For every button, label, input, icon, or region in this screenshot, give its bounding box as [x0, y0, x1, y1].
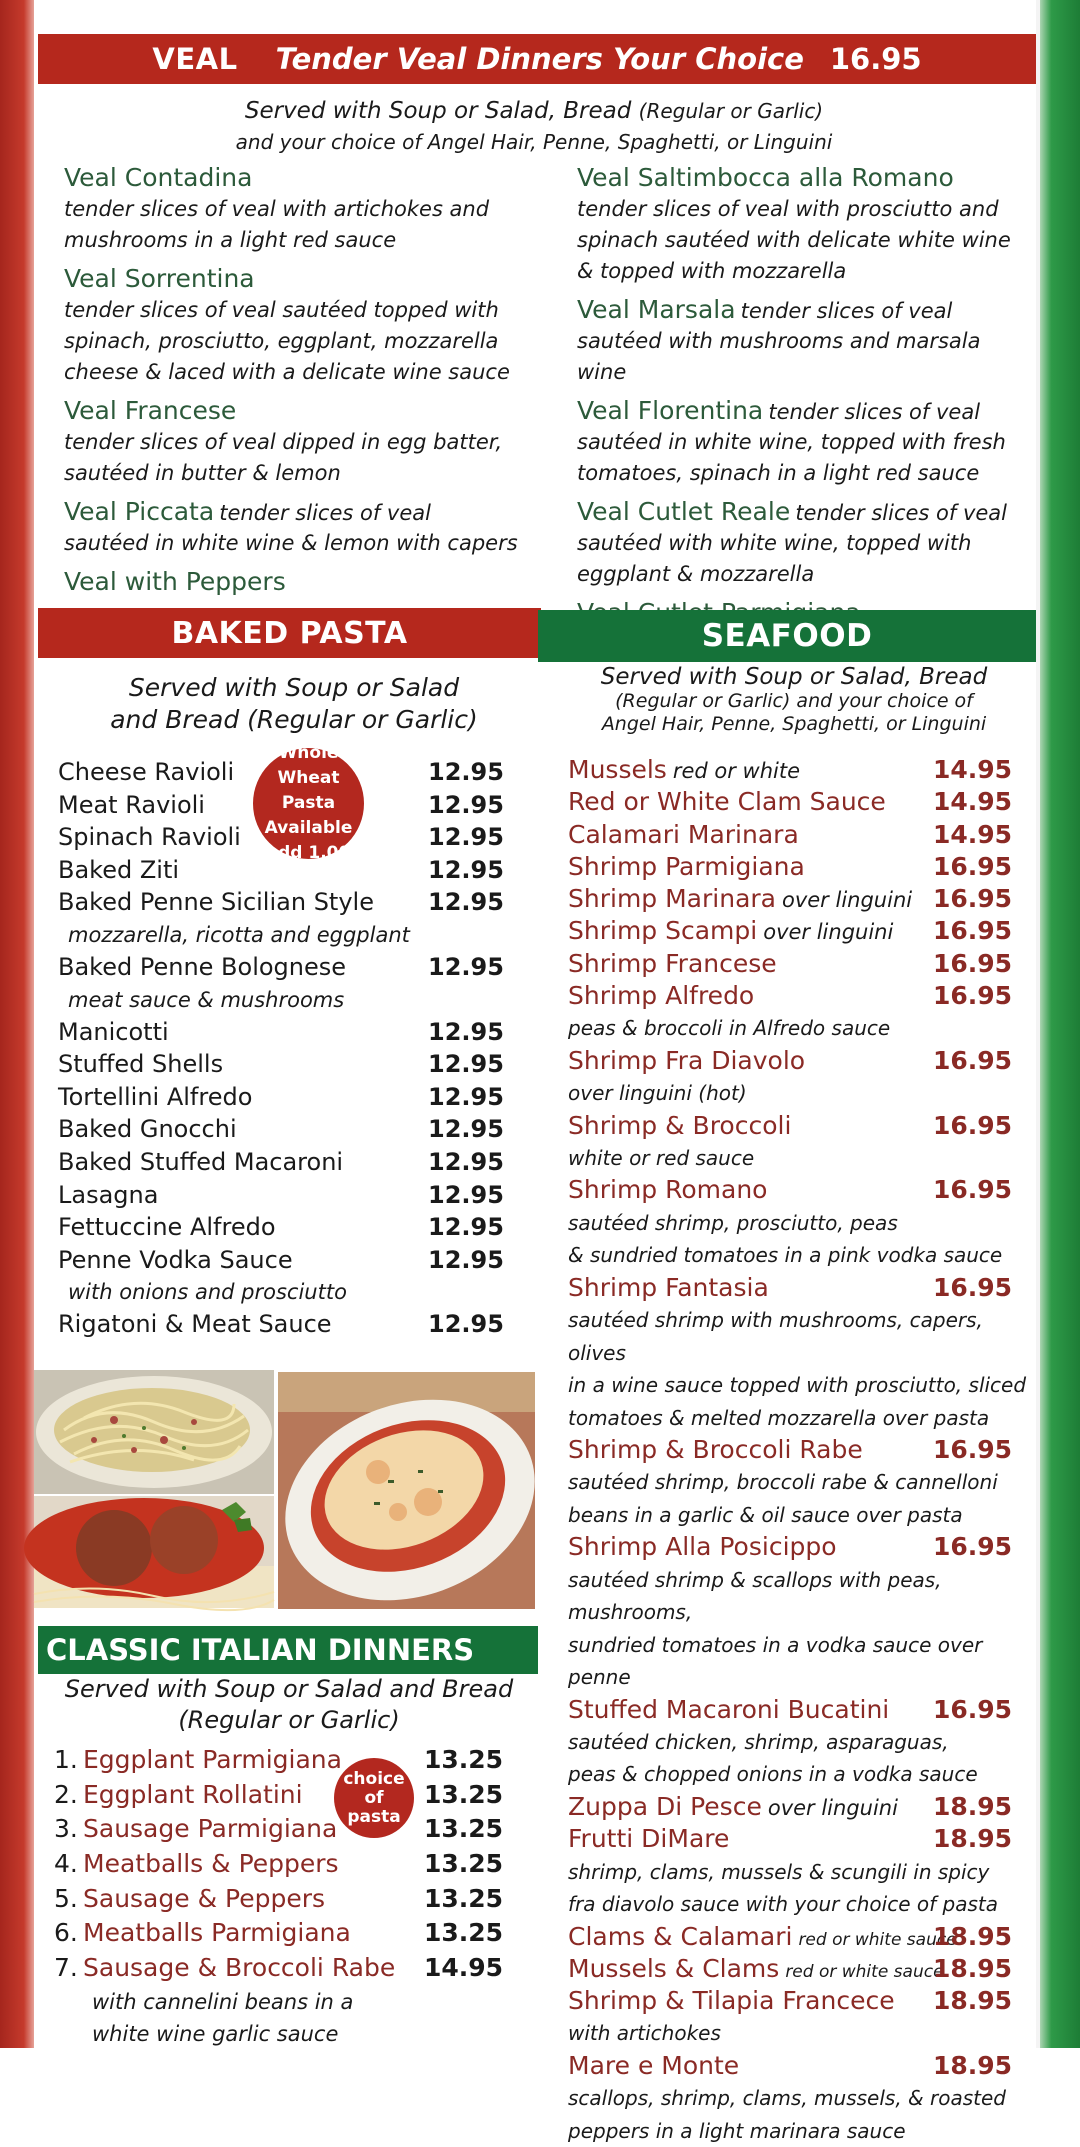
item-number: 7.: [54, 1953, 78, 1983]
item-name: Shrimp Alla Posicippo: [568, 1532, 837, 1562]
baked-pasta-item: [58, 886, 528, 919]
baked-pasta-header-band: [38, 608, 541, 658]
veal-title: VEAL: [152, 42, 238, 76]
item-price: 13.25: [424, 1745, 504, 1774]
item-price: 16.95: [933, 1110, 1013, 1140]
badge-line: choice: [343, 1768, 405, 1789]
item-name: Penne Vodka Sauce: [58, 1245, 293, 1274]
seafood-item: [568, 1045, 1032, 1077]
classic-served-with: [44, 1674, 534, 1736]
item-price: 16.95: [933, 884, 1013, 914]
item-name: Clams & Calamari: [568, 1921, 793, 1951]
item-name: Shrimp Scampi: [568, 916, 758, 946]
item-description: peppers in a light marinara sauce: [568, 2118, 906, 2143]
item-name: Frutti DiMare: [568, 1824, 730, 1854]
item-price: 18.95: [933, 2050, 1013, 2080]
classic-dinner-item: [54, 1951, 524, 1986]
item-description: meat sauce & mushrooms: [68, 987, 345, 1012]
badge-line: Whole: [278, 743, 339, 763]
item-name: Tortellini Alfredo: [58, 1082, 253, 1111]
item-description: over linguini (hot): [568, 1081, 747, 1106]
item-name: Sausage & Peppers: [83, 1883, 326, 1913]
badge-line: Available: [264, 818, 353, 838]
item-price: 12.95: [428, 952, 504, 981]
veal-item: [64, 395, 554, 489]
item-price: 16.95: [933, 916, 1013, 946]
veal-item: [577, 294, 1032, 388]
seafood-header-band: [538, 610, 1036, 662]
item-name: Baked Gnocchi: [58, 1115, 237, 1144]
item-price: 14.95: [424, 1953, 504, 1983]
item-description: white wine garlic sauce: [92, 2021, 339, 2046]
border-highlight: [1036, 0, 1040, 2048]
item-price: 12.95: [428, 1147, 504, 1176]
veal-price: 16.95: [829, 42, 922, 76]
seafood-served-line3: Angel Hair, Penne, Spaghetti, or Linguini: [601, 713, 987, 735]
veal-item-line: [64, 496, 554, 528]
item-name: Mare e Monte: [568, 2050, 740, 2080]
seafood-item: [568, 786, 1032, 818]
veal-item-desc: sautéed with mushrooms and marsala wine: [577, 329, 981, 384]
veal-header-band: [38, 34, 1036, 84]
veal-item: [64, 162, 554, 256]
seafood-item: [568, 948, 1032, 980]
veal-item: [64, 263, 554, 388]
classic-served-line1: Served with Soup or Salad and Bread: [64, 1675, 514, 1703]
item-price: 12.95: [428, 1213, 504, 1242]
badge-line: add 1.00: [266, 843, 351, 863]
veal-item-line: [577, 496, 1032, 528]
item-number: 4.: [54, 1849, 78, 1879]
item-name: Shrimp Alfredo: [568, 981, 755, 1011]
item-name: Baked Penne Sicilian Style: [58, 888, 374, 917]
item-description: with onions and prosciutto: [68, 1280, 347, 1305]
item-name: Shrimp & Broccoli Rabe: [568, 1435, 863, 1465]
veal-item-desc: tender slices of veal with artichokes and mushrooms in a light red sauce: [64, 197, 490, 252]
veal-item-desc: tender slices of veal sautéed topped with spinach, prosciutto, eggplant, mozzarella cheese & laced with a delicate wine sauce: [64, 298, 510, 384]
item-name: Shrimp & Tilapia Francece: [568, 1986, 895, 2016]
seafood-item: [568, 2050, 1032, 2082]
veal-item-desc-inline: tender slices of veal: [795, 501, 1007, 525]
veal-item-name: Veal Saltimbocca alla Romano: [577, 163, 954, 192]
item-name: Shrimp Romano: [568, 1175, 768, 1205]
seafood-item: [568, 1985, 1032, 2017]
item-description: scallops, shrimp, clams, mussels, & roasted: [568, 2086, 1006, 2111]
item-price: 13.25: [424, 1918, 504, 1948]
baked-pasta-item: [58, 1211, 528, 1244]
veal-item-desc: tender slices of veal with prosciutto and spinach sautéed with delicate white wine & topped with mozzarella: [577, 197, 1011, 283]
item-name: Cheese Ravioli: [58, 758, 235, 786]
item-name: Manicotti: [58, 1017, 169, 1046]
classic-dinners-header-band: [38, 1626, 538, 1674]
classic-dinner-item: [54, 1882, 524, 1917]
seafood-item: [568, 1174, 1032, 1206]
seafood-item: [568, 851, 1032, 883]
veal-item-desc: tender slices of veal dipped in egg batter, sautéed in butter & lemon: [64, 430, 503, 485]
seafood-item: [568, 1272, 1032, 1304]
item-number: 3.: [54, 1814, 78, 1844]
baked-pasta-item: [58, 1244, 528, 1277]
veal-item-line: [577, 162, 1032, 194]
left-red-border: [0, 0, 34, 2048]
baked-served-line1: Served with Soup or Salad: [128, 673, 460, 702]
item-price: 18.95: [933, 1824, 1013, 1854]
baked-pasta-item: [58, 1081, 528, 1114]
item-number: 5.: [54, 1883, 78, 1913]
veal-served-line2: and your choice of Angel Hair, Penne, Spaghetti, or Linguini: [235, 130, 833, 154]
veal-item-desc: sautéed in white wine & lemon with capers: [64, 531, 518, 555]
item-price: 13.25: [424, 1814, 504, 1844]
item-number: 1.: [54, 1745, 78, 1774]
item-description: with artichokes: [568, 2021, 721, 2046]
seafood-list: [568, 754, 1032, 2147]
seafood-item: [568, 754, 1032, 786]
baked-served-line2: and Bread (Regular or Garlic): [110, 705, 478, 734]
classic-dinner-item: [54, 1778, 524, 1813]
baked-pasta-item: [58, 1308, 528, 1341]
seafood-served-line1: Served with Soup or Salad, Bread: [600, 664, 988, 690]
veal-subtitle: Tender Veal Dinners Your Choice: [275, 42, 804, 76]
item-price: 12.95: [428, 1115, 504, 1144]
item-description: white or red sauce: [568, 1145, 755, 1170]
item-price: 16.95: [933, 981, 1013, 1011]
veal-item-name: Veal Marsala: [577, 295, 736, 324]
seafood-item: [568, 1953, 1032, 1985]
item-price: 16.95: [933, 1435, 1013, 1465]
item-price: 12.95: [428, 790, 504, 819]
baked-pasta-item: [58, 1016, 528, 1049]
item-name: Fettuccine Alfredo: [58, 1213, 276, 1242]
item-description: mozzarella, ricotta and eggplant: [68, 922, 410, 947]
classic-served-line2: (Regular or Garlic): [178, 1706, 400, 1734]
veal-served-with: [94, 96, 974, 158]
classic-dinners-list: [54, 1743, 524, 2050]
classic-dinner-item: [54, 1847, 524, 1882]
veal-item-line: [64, 395, 554, 427]
badge-line: pasta: [347, 1806, 401, 1827]
fettuccine-photo: [34, 1370, 274, 1494]
item-name: Red or White Clam Sauce: [568, 787, 886, 817]
item-name: Mussels: [568, 755, 667, 784]
veal-item-desc: sautéed with white wine, topped with eggplant & mozzarella: [577, 531, 972, 586]
badge-line: Wheat Pasta: [277, 768, 340, 813]
whole-wheat-badge: [253, 743, 364, 863]
veal-item-name: Veal Piccata: [64, 497, 215, 526]
item-note: red or white sauce: [785, 1961, 944, 1982]
item-name: Stuffed Shells: [58, 1050, 224, 1079]
seafood-item: [568, 819, 1032, 851]
item-name: Shrimp & Broccoli: [568, 1110, 792, 1140]
veal-item-desc: sautéed in white wine, topped with fresh tomatoes, spinach in a light red sauce: [577, 430, 1006, 485]
veal-item-line: [64, 263, 554, 295]
item-description: in a wine sauce topped with prosciutto, sliced: [568, 1373, 1027, 1398]
item-name: Baked Ziti: [58, 855, 180, 884]
veal-item-line: [64, 566, 554, 598]
classic-dinner-item: [54, 1916, 524, 1951]
item-name: Mussels & Clams: [568, 1953, 780, 1983]
item-price: 12.95: [428, 758, 504, 786]
item-description: sundried tomatoes in a vodka sauce over penne: [568, 1632, 983, 1690]
veal-item-name: Veal Florentina: [577, 396, 764, 425]
item-price: 13.25: [424, 1849, 504, 1879]
item-name: Shrimp Marinara: [568, 884, 776, 914]
seafood-item: [568, 1823, 1032, 1855]
item-description: sautéed shrimp & scallops with peas, mushrooms,: [568, 1567, 942, 1625]
item-price: 12.95: [428, 888, 504, 917]
seafood-item: [568, 883, 1032, 915]
item-description: with cannelini beans in a: [92, 1989, 354, 2014]
menu-page: [34, 0, 1036, 2143]
item-price: 18.95: [933, 1791, 1013, 1821]
veal-item-name: Veal Francese: [64, 396, 237, 425]
seafood-item: [568, 1110, 1032, 1142]
item-name: Sausage & Broccoli Rabe: [83, 1953, 396, 1983]
veal-item-desc-inline: tender slices of veal: [740, 299, 953, 323]
item-note: red or white: [672, 759, 801, 783]
item-note: over linguini: [763, 920, 894, 945]
seafood-item: [568, 915, 1032, 947]
veal-item: [577, 496, 1032, 590]
item-description: beans in a garlic & oil sauce over pasta: [568, 1502, 963, 1527]
classic-dinners-title: CLASSIC ITALIAN DINNERS: [46, 1633, 475, 1667]
item-note: over linguini: [781, 888, 913, 913]
seafood-served-with: [564, 664, 1024, 736]
item-name: Rigatoni & Meat Sauce: [58, 1310, 332, 1339]
veal-item: [64, 566, 554, 598]
item-name: Spinach Ravioli: [58, 823, 241, 852]
item-price: 18.95: [933, 1953, 1013, 1983]
item-name: Meat Ravioli: [58, 790, 205, 819]
baked-pasta-item: [58, 1179, 528, 1212]
veal-item: [64, 496, 554, 559]
veal-served-small: (Regular or Garlic): [638, 99, 824, 123]
veal-item-name: Veal Sorrentina: [64, 264, 255, 293]
veal-item: [577, 162, 1032, 287]
item-number: 6.: [54, 1918, 78, 1948]
item-price: 16.95: [933, 1175, 1013, 1205]
item-name: Stuffed Macaroni Bucatini: [568, 1694, 890, 1724]
item-note: red or white sauce: [798, 1929, 957, 1950]
item-description: sautéed shrimp, prosciutto, peas: [568, 1210, 898, 1235]
seafood-served-line2: (Regular or Garlic) and your choice of: [615, 690, 973, 712]
item-price: 12.95: [428, 1082, 504, 1111]
item-name: Baked Stuffed Macaroni: [58, 1147, 344, 1176]
item-name: Eggplant Rollatini: [83, 1779, 303, 1809]
item-description: sautéed chicken, shrimp, asparaguas,: [568, 1729, 949, 1754]
item-price: 14.95: [933, 755, 1013, 784]
seafood-item: [568, 1694, 1032, 1726]
item-price: 12.95: [428, 855, 504, 884]
seafood-title: SEAFOOD: [701, 618, 873, 654]
classic-dinner-item: [54, 1743, 524, 1778]
baked-pasta-item: [58, 1113, 528, 1146]
item-note: over linguini: [767, 1795, 898, 1820]
right-green-border: [1036, 0, 1080, 2048]
item-description: peas & broccoli in Alfredo sauce: [568, 1016, 891, 1041]
item-name: Meatballs Parmigiana: [83, 1918, 351, 1948]
seafood-item: [568, 1434, 1032, 1466]
veal-right-column: [577, 162, 1032, 636]
item-price: 14.95: [933, 819, 1013, 849]
seafood-item: [568, 980, 1032, 1012]
item-description: sautéed shrimp with mushrooms, capers, olives: [568, 1308, 983, 1365]
classic-dinner-item: [54, 1812, 524, 1847]
item-description: tomatoes & melted mozzarella over pasta: [568, 1405, 990, 1430]
item-price: 12.95: [428, 1050, 504, 1079]
veal-item-name: Veal with Peppers: [64, 567, 286, 596]
seafood-item: [568, 1921, 1032, 1953]
item-price: 12.95: [428, 1017, 504, 1046]
item-name: Shrimp Parmigiana: [568, 851, 805, 881]
veal-item-desc-inline: tender slices of veal: [219, 501, 431, 525]
item-description: fra diavolo sauce with your choice of pasta: [568, 1892, 998, 1917]
veal-item: [577, 395, 1032, 489]
item-price: 16.95: [933, 1694, 1013, 1724]
item-name: Sausage Parmigiana: [83, 1814, 338, 1844]
item-name: Eggplant Parmigiana: [83, 1745, 342, 1774]
item-name: Calamari Marinara: [568, 819, 799, 849]
item-description: sautéed shrimp, broccoli rabe & cannelloni: [568, 1470, 998, 1495]
item-price: 16.95: [933, 1532, 1013, 1562]
baked-pasta-item: [58, 951, 528, 984]
item-name: Shrimp Francese: [568, 948, 777, 978]
item-price: 12.95: [428, 1310, 504, 1339]
badge-line: of: [364, 1787, 384, 1808]
baked-served-with: [64, 672, 524, 736]
veal-item-line: [577, 395, 1032, 427]
item-name: Baked Penne Bolognese: [58, 952, 347, 981]
item-price: 18.95: [933, 1986, 1013, 2016]
item-name: Shrimp Fantasia: [568, 1272, 769, 1302]
item-price: 18.95: [933, 1921, 1013, 1951]
item-price: 12.95: [428, 823, 504, 852]
veal-served-line1: Served with Soup or Salad, Bread: [244, 98, 632, 124]
item-description: peas & chopped onions in a vodka sauce: [568, 1762, 978, 1787]
veal-item-line: [577, 294, 1032, 326]
item-name: Shrimp Fra Diavolo: [568, 1045, 806, 1075]
veal-item-name: Veal Contadina: [64, 163, 253, 192]
item-number: 2.: [54, 1779, 78, 1809]
baked-pasta-item: [58, 1146, 528, 1179]
item-name: Zuppa Di Pesce: [568, 1791, 762, 1821]
item-price: 16.95: [933, 1045, 1013, 1075]
veal-item-name: Veal Cutlet Reale: [577, 497, 791, 526]
item-name: Meatballs & Peppers: [83, 1849, 339, 1879]
seafood-item: [568, 1791, 1032, 1823]
item-description: & sundried tomatoes in a pink vodka sauce: [568, 1243, 1003, 1268]
item-price: 13.25: [424, 1779, 504, 1809]
seafood-item: [568, 1531, 1032, 1563]
baked-pasta-item: [58, 1048, 528, 1081]
item-price: 12.95: [428, 1180, 504, 1209]
meatball-spaghetti-photo: [34, 1496, 274, 1608]
item-description: shrimp, clams, mussels & scungili in spicy: [568, 1859, 990, 1884]
baked-pasta-title: BAKED PASTA: [171, 615, 408, 651]
veal-item-line: [64, 162, 554, 194]
item-name: Lasagna: [58, 1180, 159, 1209]
item-price: 13.25: [424, 1883, 504, 1913]
item-price: 12.95: [428, 1245, 504, 1274]
choice-of-pasta-badge: [334, 1758, 414, 1838]
chicken-parmigiana-photo: [278, 1372, 535, 1609]
item-price: 16.95: [933, 948, 1013, 978]
item-price: 14.95: [933, 787, 1013, 817]
item-price: 16.95: [933, 851, 1013, 881]
veal-left-column: [64, 162, 554, 605]
item-price: 16.95: [933, 1272, 1013, 1302]
veal-item-desc-inline: tender slices of veal: [768, 400, 981, 424]
